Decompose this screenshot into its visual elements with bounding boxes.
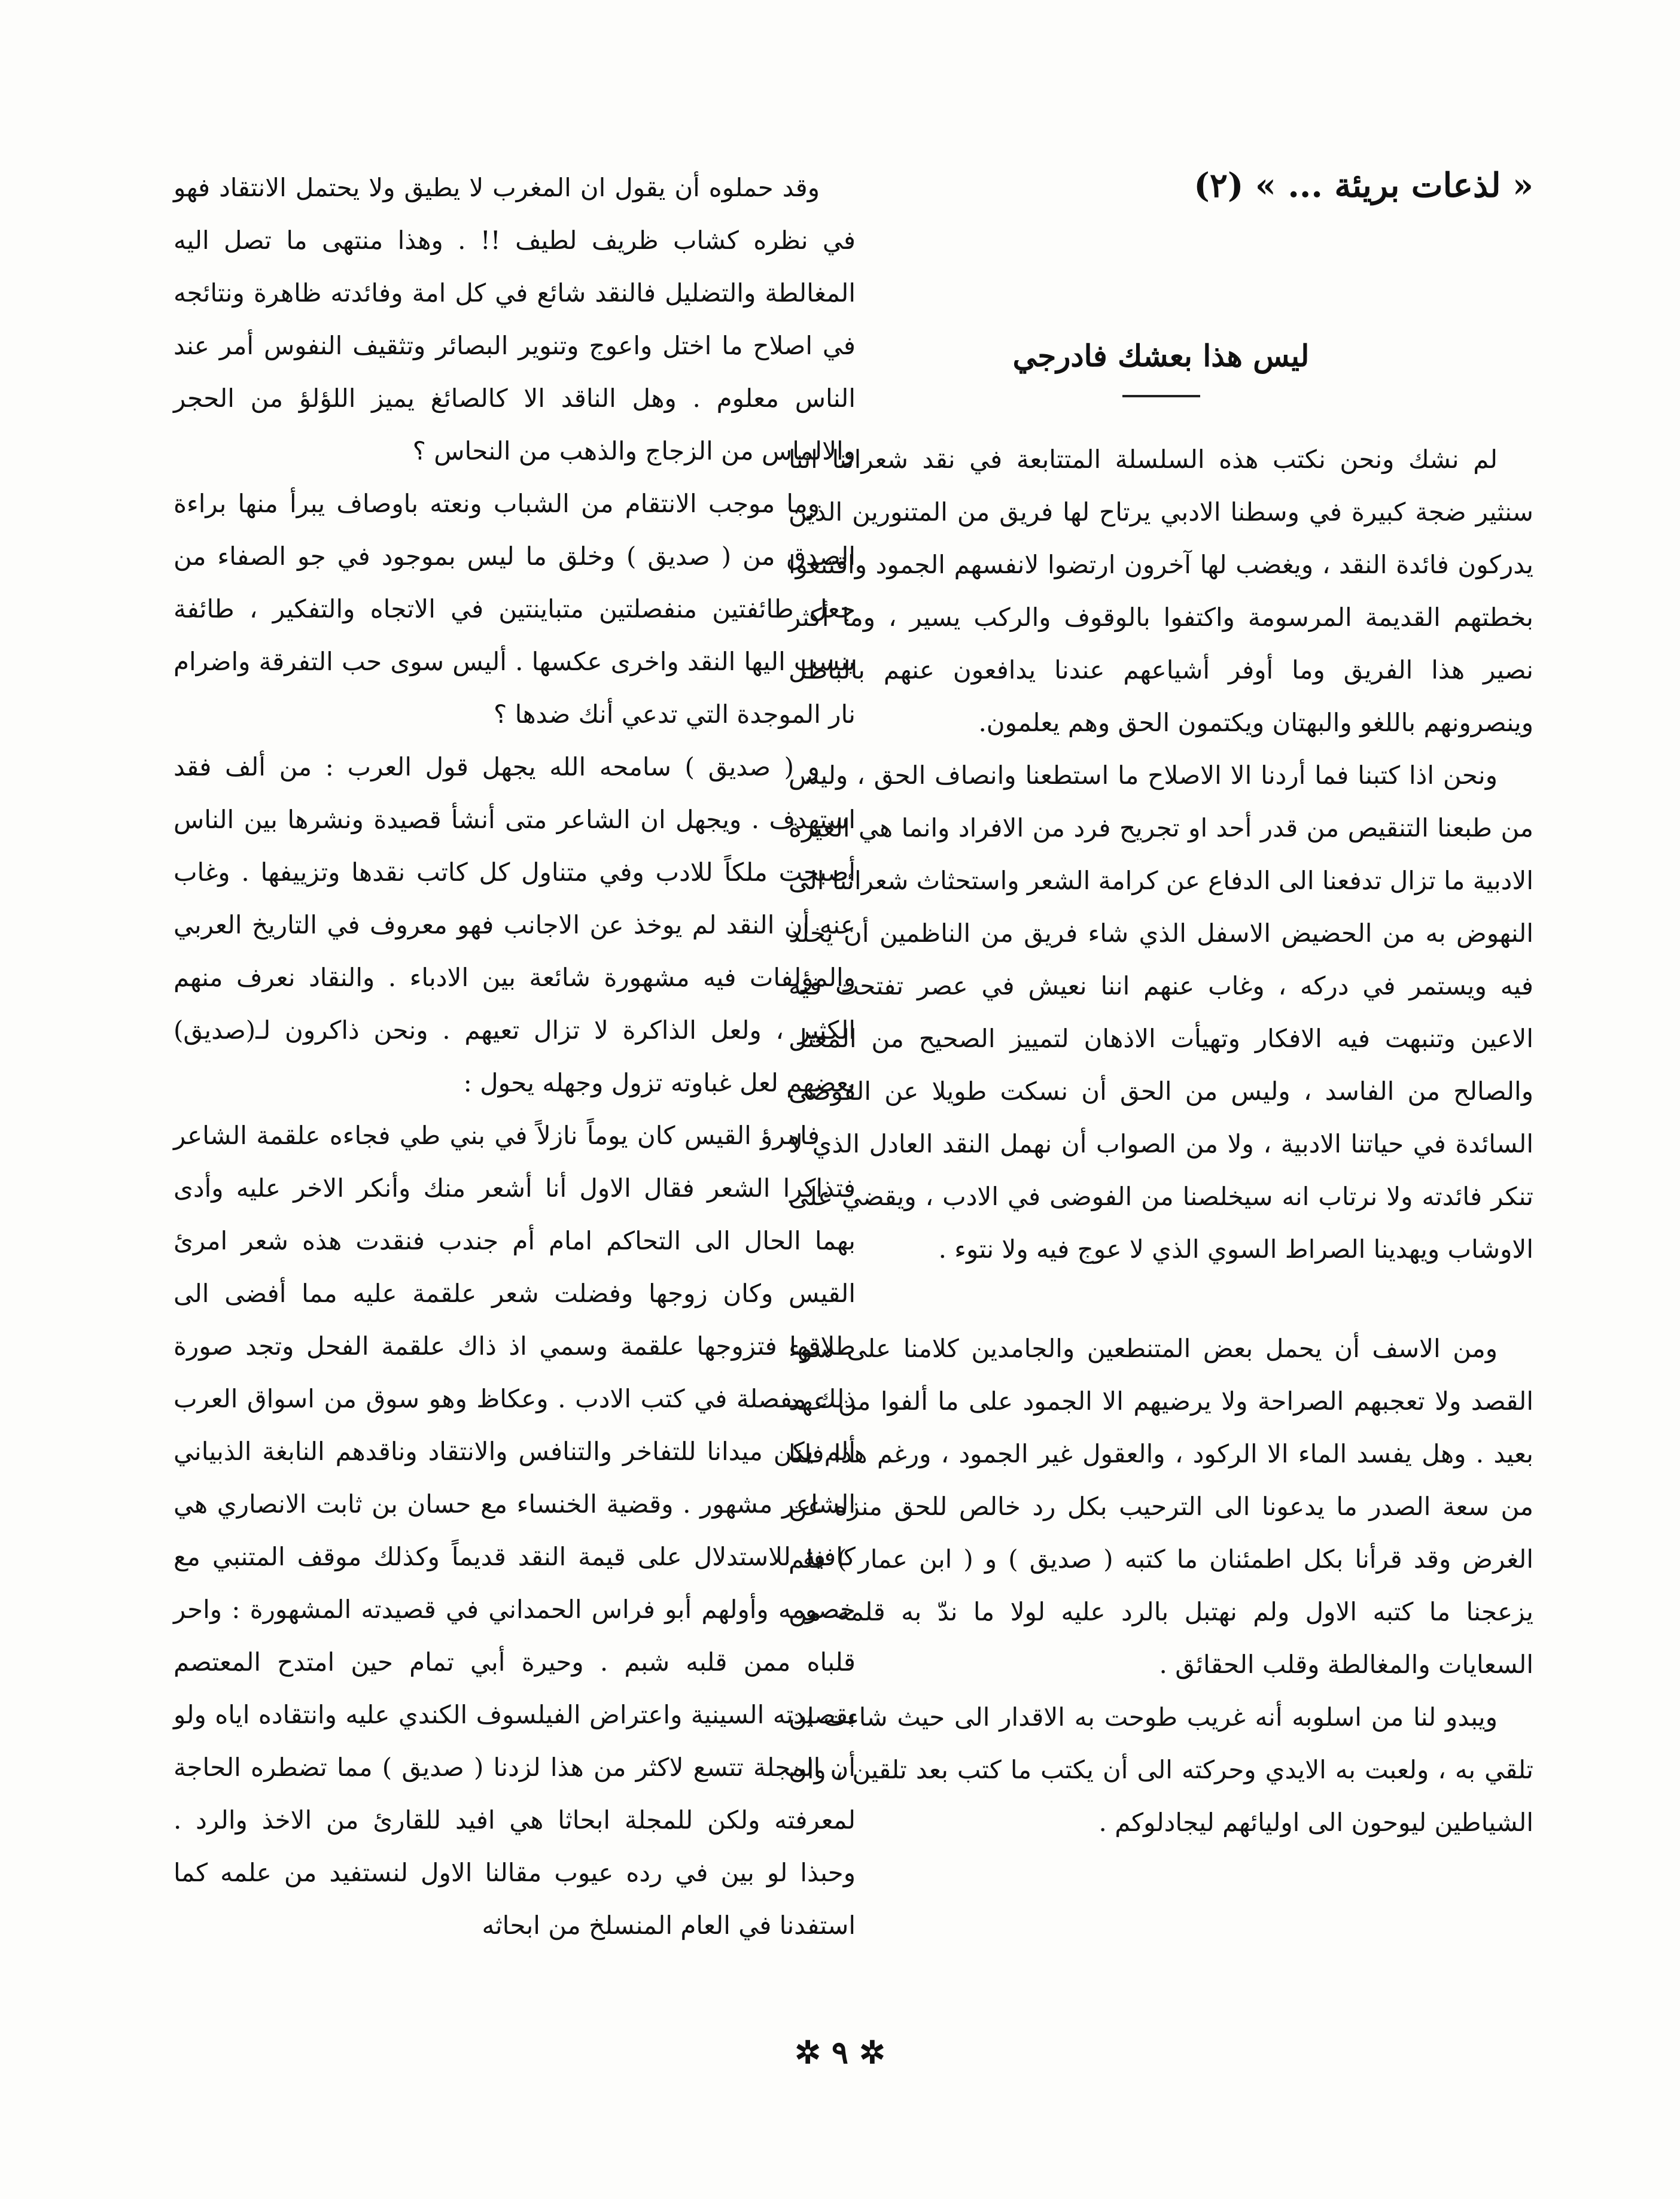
- paragraph: لم نشك ونحن نكتب هذه السلسلة المتتابعة في نقد شعرائنا اننا سنثير ضجة كبيرة في وسطنا الادبي يرتاح لها فريق من المتنورين الذين يدركون فائدة النقد ، ويغضب لها آخرون ارتضوا لانفسهم الجمود واقتنعوا بخطتهم القديمة المرسومة واكتفوا بالوقوف والركب يسير ، وما أكثر نصير هذا الفريق وما أوفر أشياعهم عندنا يدافعون عنهم بالباطل وينصرونهم باللغو والبهتان ويكتمون الحق وهم يعلمون.: [789, 445, 1533, 737]
- paragraph: ونحن اذا كتبنا فما أردنا الا الاصلاح ما استطعنا وانصاف الحق ، وليس من طبعنا التنقيص من قدر أحد او تجريح فرد من الافراد وانما هي الغيرة الادبية ما تزال تدفعنا الى الدفاع عن كرامة الشعر واستحثاث شعرائنا الى النهوض به من الحضيض الاسفل الذي شاء فريق من الناظمين أن يخلد فيه ويستمر في دركه ، وغاب عنهم اننا نعيش في عصر تفتحت فيه الاعين وتنبهت فيه الافكار وتهيأت الاذهان لتمييز الصحيح من المعتل والصالح من الفاسد ، وليس من الحق أن نسكت طويلا عن الفوضى السائدة في حياتنا الادبية ، ولا من الصواب أن نهمل النقد العادل الذي لا تنكر فائدته ولا نرتاب انه سيخلصنا من الفوضى في الادب ، ويقضي على الاوشاب ويهدينا الصراط السوي الذي لا عوج فيه ولا نتوء .: [789, 761, 1533, 1264]
- article-subtitle: ليس هذا بعشك فادرجي: [1012, 338, 1310, 373]
- subtitle-divider: [1122, 395, 1200, 397]
- right-column: [789, 162, 1533, 1849]
- left-column: [174, 162, 856, 1952]
- paragraph: و ( صديق ) سامحه الله يجهل قول العرب : من ألف فقد استهدف . ويجهل ان الشاعر متى أنشأ قصيدة ونشرها بين الناس أصبحت ملكاً للادب وفي متناول كل كاتب نقدها وتزييفها . وغاب عنه أن النقد لم يوخذ عن الاجانب فهو معروف في التاريخ العربي والمؤلفات فيه مشهورة شائعة بين الادباء . والنقاد نعرف منهم الكثير ، ولعل الذاكرة لا تزال تعيهم . ونحن ذاكرون لـ(صديق) بعضهم لعل غباوته تزول وجهله يحول :: [174, 752, 856, 1097]
- paragraph: فامرؤ القيس كان يوماً نازلاً في بني طي فجاءه علقمة الشاعر فتذاكرا الشعر فقال الاول أنا أشعر منك وأنكر الاخر عليه وأدى بهما الحال الى التحاكم امام أم جندب فنقدت هذه شعر امرئ القيس وكان زوجها وفضلت شعر علقمة عليه مما أفضى الى طلاقها فتزوجها علقمة وسمي اذ ذاك علقمة الفحل وتجد صورة ذلك مفصلة في كتب الادب . وعكاظ وهو سوق من اسواق العرب ألم يكن ميدانا للتفاخر والتنافس والانتقاد وناقدهم النابغة الذبياني الشاعر مشهور . وقضية الخنساء مع حسان بن ثابت الانصاري هي كافية للاستدلال على قيمة النقد قديماً وكذلك موقف المتنبي مع خصومه وأولهم أبو فراس الحمداني في قصيدته المشهورة : واحر قلباه ممن قلبه شبم . وحيرة أبي تمام حين امتدح المعتصم بقصيدته السينية واعتراض الفيلسوف الكندي عليه وانتقاده اياه ولو أن المجلة تتسع لاكثر من هذا لزدنا ( صديق ) مما تضطره الحاجة لمعرفته ولكن للمجلة ابحاثا هي افيد للقارئ من الاخذ والرد . وحبذا لو بين في رده عيوب مقالنا الاول لنستفيد من علمه كما استفدنا في العام المنسلخ من ابحاثه: [174, 1121, 856, 1940]
- paragraph: ويبدو لنا من اسلوبه أنه غريب طوحت به الاقدار الى حيث شاءت ان تلقي به ، ولعبت به الايدي وحركته الى أن يكتب ما كتب بعد تلقين ، وان الشياطين ليوحون الى اوليائهم ليجادلوكم .: [789, 1702, 1533, 1837]
- paragraph: وما موجب الانتقام من الشباب ونعته باوصاف يبرأ منها براءة الصدق من ( صديق ) وخلق ما ليس بموجود في جو الصفاء من جعل طائفتين منفصلتين متباينتين في الاتجاه والتفكير ، طائفة ينسب اليها النقد واخرى عكسها . أليس سوى حب التفرقة واضرام نار الموجدة التي تدعي أنك ضدها ؟: [174, 489, 856, 729]
- paragraph: وقد حملوه أن يقول ان المغرب لا يطيق ولا يحتمل الانتقاد فهو في نظره كشاب ظريف لطيف !! . وهذا منتهى ما تصل اليه المغالطة والتضليل فالنقد شائع في كل امة وفائدته ظاهرة ونتائجه في اصلاح ما اختل واعوج وتنوير البصائر وتثقيف النفوس أمر عند الناس معلوم . وهل الناقد الا كالصائغ يميز اللؤلؤ من الحجر والالماس من الزجاج والذهب من النحاس ؟: [174, 173, 856, 466]
- paragraph: ومن الاسف أن يحمل بعض المتنطعين والجامدين كلامنا على سوء القصد ولا تعجبهم الصراحة ولا يرضيهم الا الجمود على ما ألفوا من عهد بعيد . وهل يفسد الماء الا الركود ، والعقول غير الجمود ، ورغم هذا فلنا من سعة الصدر ما يدعونا الى الترحيب بكل رد خالص للحق منزه عن الغرض وقد قرأنا بكل اطمئنان ما كتبه ( صديق ) و ( ابن عمار ) فلم يزعجنا ما كتبه الاول ولم نهتبل بالرد عليه لولا ما ندّ به قلمه من السعايات والمغالطة وقلب الحقائق .: [789, 1334, 1533, 1679]
- series-title: « لذعات بريئة ... » (٢): [1194, 166, 1533, 205]
- page-number: ✲ ٩ ✲: [795, 2034, 885, 2071]
